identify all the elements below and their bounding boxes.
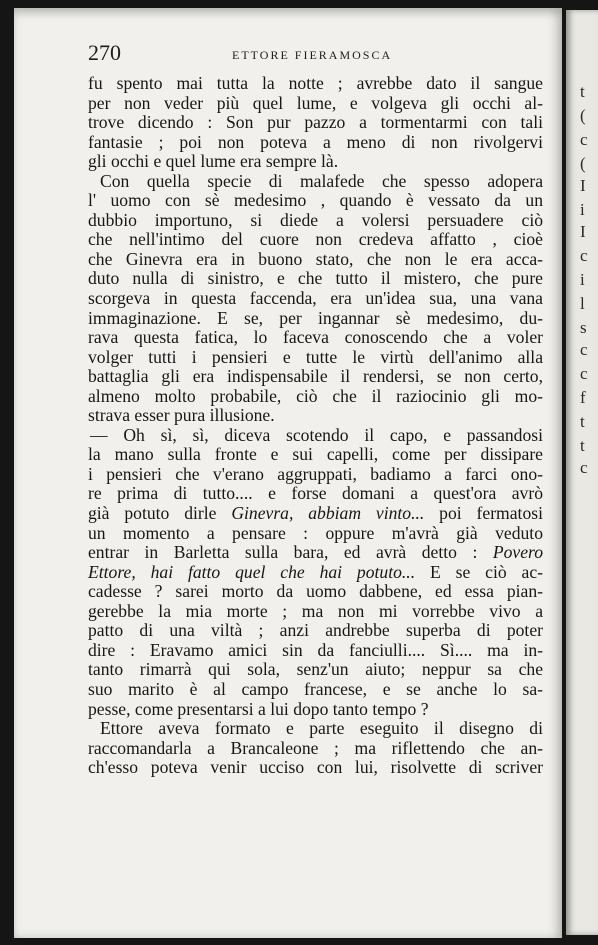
text-line: Con quella specie di malafede che spesso adopera: [100, 170, 543, 191]
italic-text: Ettore, hai fatto quel che hai potuto...: [88, 561, 416, 582]
adjacent-page-char: i: [580, 270, 585, 289]
adjacent-page-char: i: [580, 200, 585, 219]
text-line: trove dicendo : Son pur pazzo a tormentarmi con tali: [88, 112, 543, 133]
text-line: cadesse ? sarei morto da uomo dabbene, ed essa pian-: [88, 581, 543, 602]
text-line: immaginazione. E se, per ingannar sè medesimo, du-: [88, 307, 543, 328]
text-line: dire : Eravamo amici sin da fanciulli.... Sì.... ma in-: [88, 639, 543, 660]
page-header: [88, 40, 548, 68]
text-line: gerebbe la mia morte ; ma non mi vorrebbe vivo a: [88, 600, 543, 621]
text-line: raccomandarla a Brancaleone ; ma riflettendo che an-: [88, 737, 543, 758]
text-line: strava esser pura illusione.: [88, 405, 275, 426]
text-line: fu spento mai tutta la notte ; avrebbe dato il sangue: [88, 73, 543, 93]
adjacent-page-char: t: [580, 412, 585, 431]
text-line: pesse, come presentarsi a lui dopo tanto tempo ?: [88, 698, 429, 719]
adjacent-page-char: c: [580, 458, 588, 477]
text-line: gli occhi e quel lume era sempre là.: [88, 151, 339, 172]
text-line: già potuto dirle Ginevra, abbiam vinto... poi fermatosi: [88, 503, 543, 524]
adjacent-page-char: f: [580, 388, 586, 407]
text-line: suo marito è al campo francese, e se anche lo sa-: [88, 678, 543, 699]
text-line: che nell'intimo del cuore non credeva affatto , cioè: [88, 229, 543, 250]
text-line: ch'esso poteva venir ucciso con lui, risolvette di scriver: [88, 757, 543, 778]
text-line: battaglia gli era indispensabile il rendersi, se non certo,: [88, 366, 543, 387]
text-line: scorgeva in questa faccenda, era un'idea sua, una vana: [88, 288, 543, 309]
page-number: 270: [88, 40, 121, 65]
adjacent-page-char: (: [580, 106, 586, 125]
text-line: la mano sulla fronte e sui capelli, come per dissipare: [88, 444, 543, 465]
text-line: volger tutti i pensieri e tutte le virtù dell'animo alla: [88, 346, 543, 367]
body-text: [88, 74, 543, 778]
adjacent-page-char: (: [580, 154, 586, 173]
running-head: ETTORE FIERAMOSCA: [232, 48, 393, 62]
adjacent-page-char: c: [580, 364, 588, 383]
italic-text: Ginevra, abbiam vinto...: [231, 503, 425, 524]
italic-text: Povero: [492, 542, 543, 563]
text-line: dubbio importuno, si diede a volersi persuadere ciò: [88, 209, 543, 230]
text-line: rava questa fatica, lo faceva conoscendo che a voler: [88, 327, 543, 348]
text-line: fantasie ; poi non poteva a meno di non rivolgervi: [88, 131, 543, 152]
adjacent-page-char: s: [580, 318, 587, 337]
adjacent-page-char: l: [580, 294, 585, 313]
adjacent-page-edge: [566, 10, 598, 935]
adjacent-page-char: I: [580, 222, 586, 241]
text-line: per non veder più quel lume, e volgeva gli occhi al-: [88, 92, 543, 113]
text-line: Ettore, hai fatto quel che hai potuto... E se ciò ac-: [88, 561, 544, 582]
text-line: almeno molto probabile, ciò che il raziocinio gli mo-: [88, 385, 543, 406]
adjacent-page-char: t: [580, 82, 585, 101]
text-line: patto di una viltà ; anzi andrebbe superba di poter: [88, 620, 543, 641]
text-line: che Ginevra era in buono stato, che non le era acca-: [88, 248, 543, 269]
text-line: — Oh sì, sì, diceva scotendo il capo, e passandosi: [90, 424, 543, 445]
adjacent-page-char: c: [580, 246, 588, 265]
text-line: Ettore aveva formato e parte eseguito il disegno di: [100, 718, 543, 739]
text-line: l' uomo con sè medesimo , quando è vessato da un: [88, 190, 543, 211]
adjacent-page-char: c: [580, 130, 588, 149]
text-line: i pensieri che v'erano aggruppati, badiamo a farci ono-: [88, 463, 543, 484]
text-line: tanto rimarrà qui sola, senz'un aiuto; neppur sa che: [88, 659, 543, 680]
adjacent-page-char: t: [580, 436, 585, 455]
text-line: un momento a pensare : oppure m'avrà già veduto: [88, 522, 543, 543]
adjacent-page-char: c: [580, 340, 588, 359]
adjacent-page-char: I: [580, 176, 586, 195]
text-line: entrar in Barletta sulla bara, ed avrà detto : Povero: [88, 542, 543, 563]
text-line: re prima di tutto.... e forse domani a quest'ora avrò: [88, 483, 543, 504]
text-line: duto nulla di sinistro, e che tutto il mistero, che pure: [88, 268, 543, 289]
